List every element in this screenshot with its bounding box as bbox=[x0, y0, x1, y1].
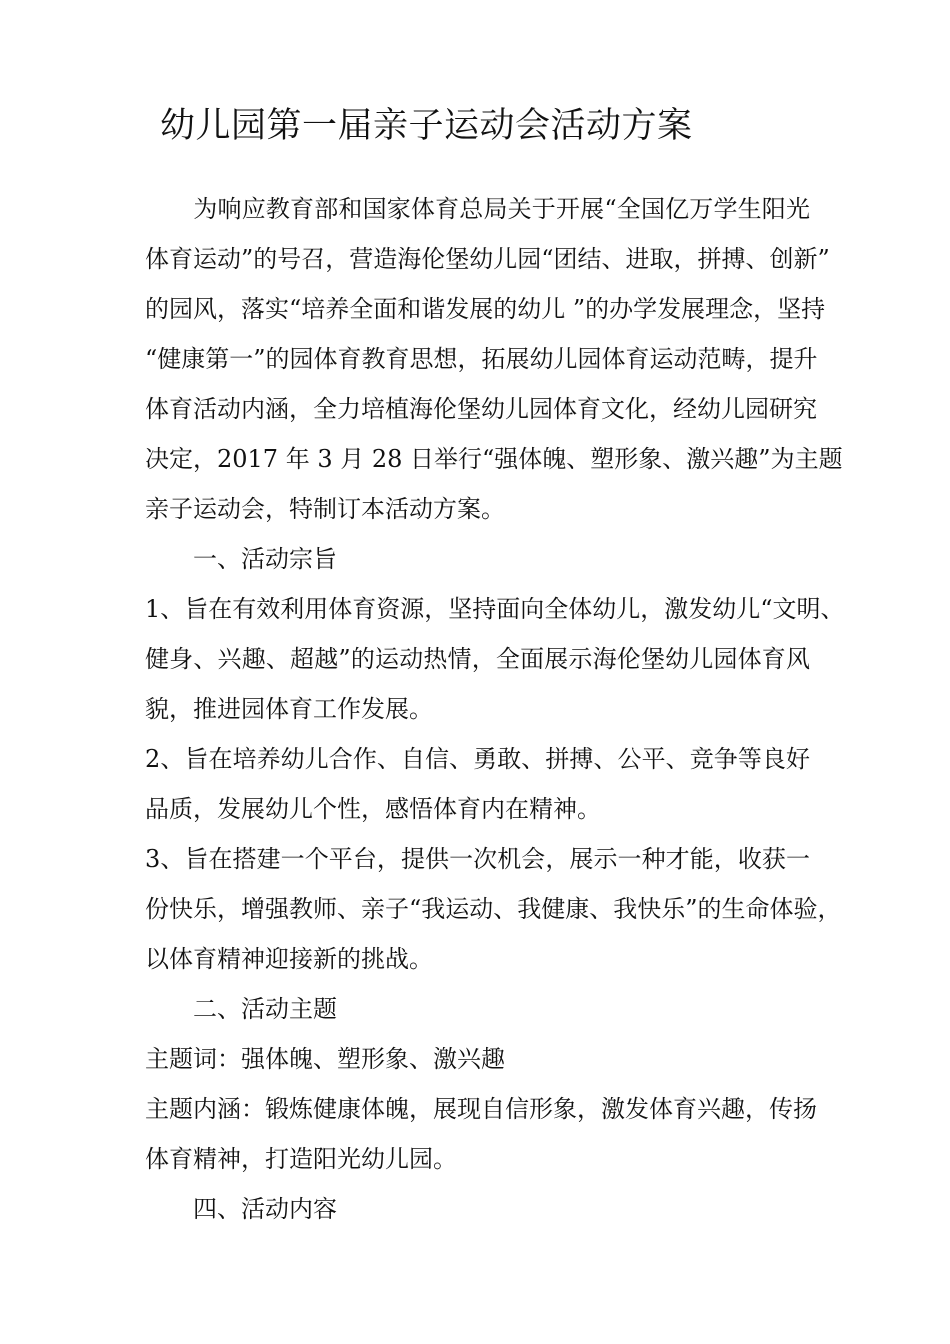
intro-line: 决定，2017 年 3 月 28 日举行“强体魄、塑形象、激兴趣”为主题 bbox=[145, 445, 843, 473]
intro-line: 为响应教育部和国家体育总局关于开展“全国亿万学生阳光 bbox=[145, 195, 810, 223]
section-heading: 一、活动宗旨 bbox=[193, 545, 337, 573]
section-heading: 二、活动主题 bbox=[193, 995, 337, 1023]
section-line: 貌，推进园体育工作发展。 bbox=[145, 695, 433, 723]
section-line: 体育精神，打造阳光幼儿园。 bbox=[145, 1145, 457, 1173]
section-line: 主题词：强体魄、塑形象、激兴趣 bbox=[145, 1045, 505, 1073]
intro-line: 体育运动”的号召，营造海伦堡幼儿园“团结、进取，拼搏、创新” bbox=[145, 245, 830, 273]
section-line: 主题内涵：锻炼健康体魄，展现自信形象，激发体育兴趣，传扬 bbox=[145, 1095, 817, 1123]
section-line: 品质，发展幼儿个性，感悟体育内在精神。 bbox=[145, 795, 601, 823]
section-heading: 四、活动内容 bbox=[193, 1195, 337, 1223]
section-line: 1、旨在有效利用体育资源，坚持面向全体幼儿，激发幼儿“文明、 bbox=[145, 595, 845, 623]
section-line: 以体育精神迎接新的挑战。 bbox=[145, 945, 433, 973]
intro-line: 亲子运动会，特制订本活动方案。 bbox=[145, 495, 505, 523]
section-line: 份快乐，增强教师、亲子“我运动、我健康、我快乐”的生命体验， bbox=[145, 895, 842, 923]
document-title: 幼儿园第一届亲子运动会活动方案 bbox=[160, 106, 693, 146]
intro-line: 的园风，落实“培养全面和谐发展的幼儿 ”的办学发展理念，坚持 bbox=[145, 295, 826, 323]
section-line: 3、旨在搭建一个平台，提供一次机会，展示一种才能，收获一 bbox=[145, 845, 810, 873]
section-line: 健身、兴趣、超越”的运动热情，全面展示海伦堡幼儿园体育风 bbox=[145, 645, 810, 673]
intro-line: “健康第一”的园体育教育思想，拓展幼儿园体育运动范畴，提升 bbox=[145, 345, 818, 373]
section-line: 2、旨在培养幼儿合作、自信、勇敢、拼搏、公平、竞争等良好 bbox=[145, 745, 810, 773]
intro-line: 体育活动内涵，全力培植海伦堡幼儿园体育文化，经幼儿园研究 bbox=[145, 395, 817, 423]
